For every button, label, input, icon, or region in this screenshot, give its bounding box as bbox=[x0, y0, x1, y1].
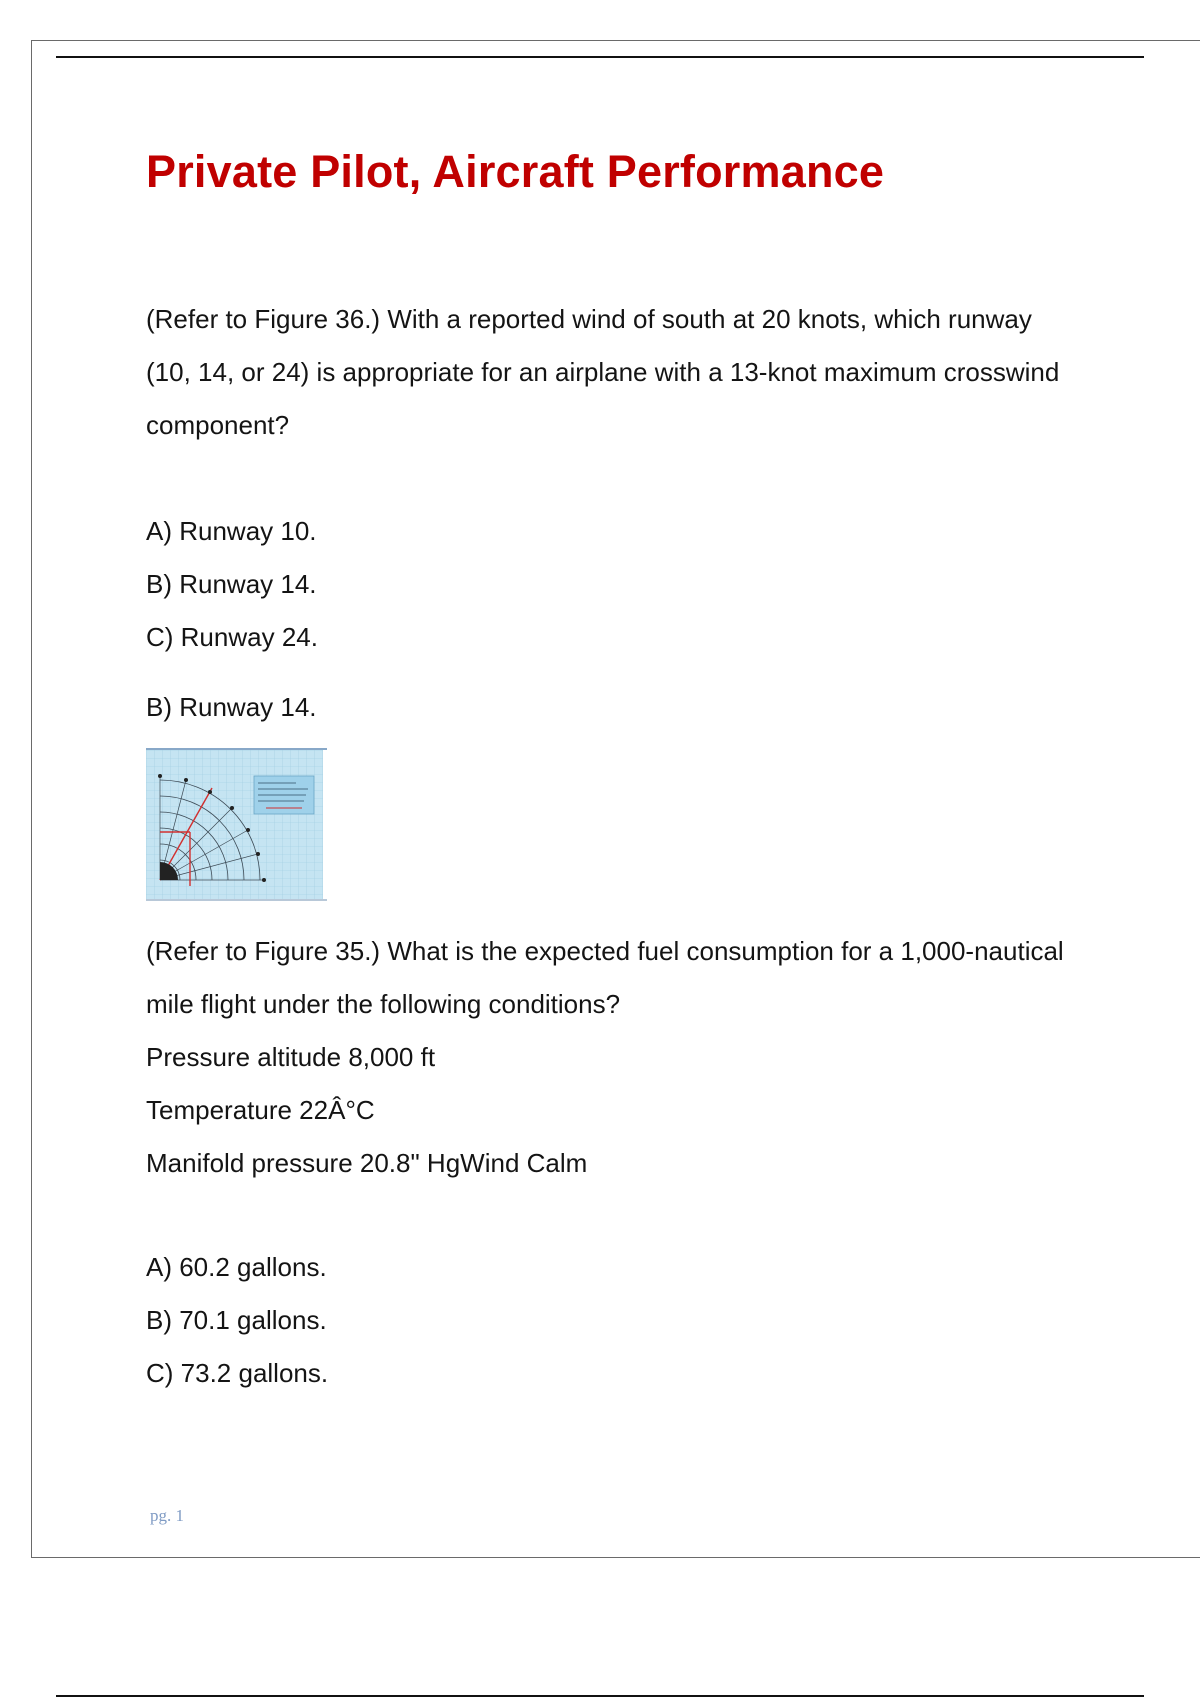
question-1-option-a: A) Runway 10. bbox=[146, 516, 317, 546]
header-rule bbox=[56, 56, 1144, 58]
question-2-option-b: B) 70.1 gallons. bbox=[146, 1305, 327, 1335]
figure-36-thumbnail bbox=[146, 748, 327, 901]
footer-rule bbox=[56, 1695, 1144, 1697]
question-2-condition-manifold: Manifold pressure 20.8" HgWind Calm bbox=[146, 1148, 588, 1178]
question-2-option-c: C) 73.2 gallons. bbox=[146, 1358, 329, 1388]
crosswind-chart-icon bbox=[146, 750, 323, 899]
question-2-option-a: A) 60.2 gallons. bbox=[146, 1252, 327, 1282]
document-title: Private Pilot, Aircraft Performance bbox=[146, 146, 885, 197]
question-1-option-b: B) Runway 14. bbox=[146, 569, 317, 599]
question-2-condition-altitude: Pressure altitude 8,000 ft bbox=[146, 1042, 436, 1072]
question-1-option-c: C) Runway 24. bbox=[146, 622, 318, 652]
question-1-answer: B) Runway 14. bbox=[146, 692, 317, 722]
page-number: pg. 1 bbox=[150, 1506, 184, 1525]
question-2-condition-temperature: Temperature 22Â°C bbox=[146, 1095, 375, 1125]
question-2-text: (Refer to Figure 35.) What is the expected fuel consumption for a 1,000-nautical mile flight under the following conditions? bbox=[146, 936, 1064, 1019]
question-1-text: (Refer to Figure 36.) With a reported wind of south at 20 knots, which runway (10, 14, or 24) is appropriate for an airplane with a 13-knot maximum crosswind component? bbox=[146, 304, 1060, 440]
